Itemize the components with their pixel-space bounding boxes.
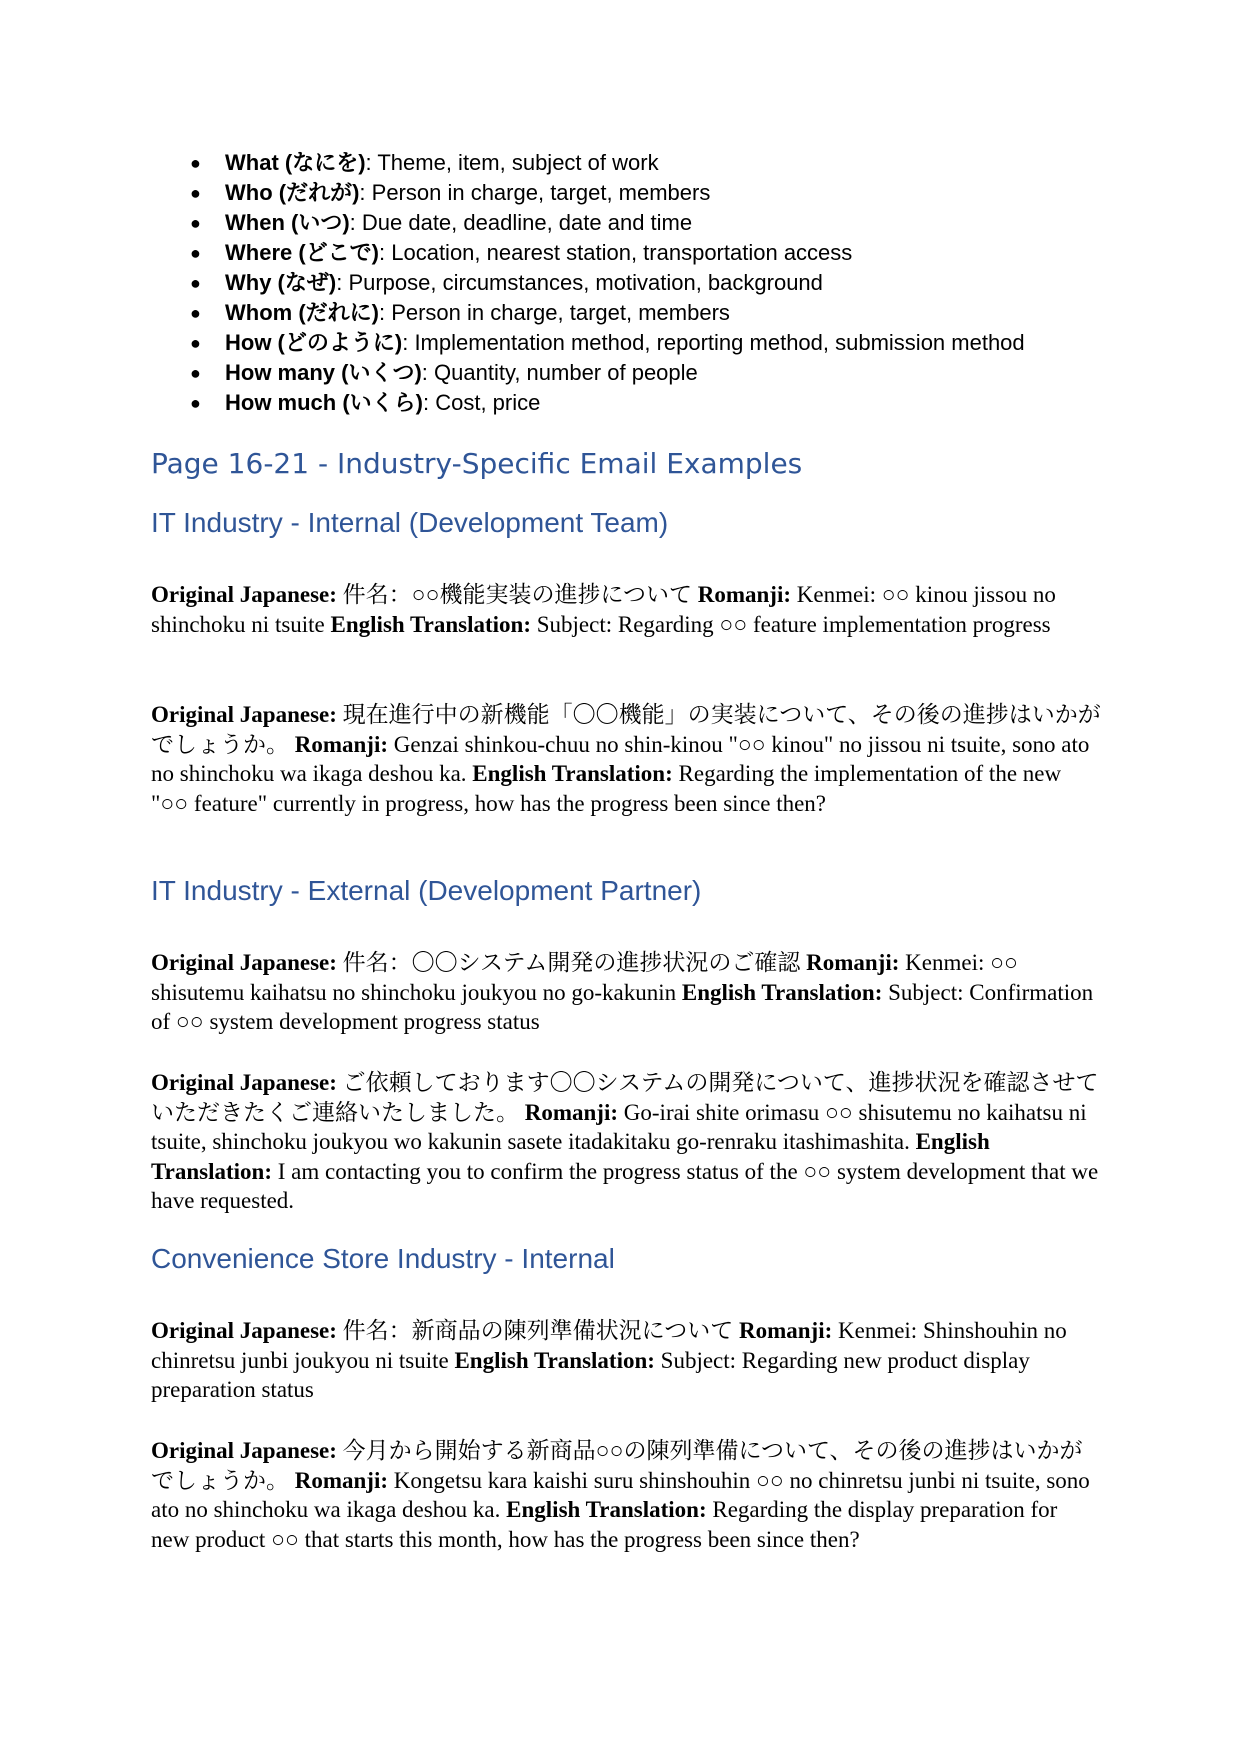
section-heading: IT Industry - External (Development Partner) xyxy=(151,875,702,906)
bullet-icon: ● xyxy=(190,153,201,173)
jp-label: Original Japanese: xyxy=(151,582,337,607)
bullet-icon: ● xyxy=(190,183,201,203)
example-paragraph xyxy=(151,580,1101,639)
example-paragraph xyxy=(151,700,1101,818)
list-term: Who (だれが) xyxy=(225,180,360,205)
en-label: English Translation: xyxy=(506,1497,707,1522)
list-desc: : Theme, item, subject of work xyxy=(365,150,659,175)
list-term: How (どのように) xyxy=(225,330,403,355)
list-term: What (なにを) xyxy=(225,150,366,175)
bullet-icon: ● xyxy=(190,363,201,383)
example-paragraph xyxy=(151,1068,1101,1216)
romanji-text: Genzai shinkou-chuu no shin-kinou "○○ kinou" no jissou ni tsuite, sono ato no shinchoku wa ikaga deshou ka. xyxy=(151,731,1090,786)
list-term: Whom (だれに) xyxy=(225,300,379,325)
en-text: Regarding the implementation of the new "○○ feature" currently in progress, how has the progress been since then? xyxy=(151,761,1062,816)
jp-text: 件名：○○機能実装の進捗について xyxy=(336,582,698,607)
list-term: Why (なぜ) xyxy=(225,270,337,295)
bullet-icon: ● xyxy=(190,303,201,323)
en-label: English Translation: xyxy=(454,1347,655,1373)
romanji-label: Romanji: xyxy=(697,582,792,607)
en-label: English Translation: xyxy=(330,611,531,637)
en-label: English Translation: xyxy=(472,761,673,786)
jp-text: 今月から開始する新商品○○の陳列準備について、その後の進捗はいかがでしょうか。 xyxy=(151,1438,1083,1493)
en-text: Subject: Confirmation of ○○ system development progress status xyxy=(151,979,1094,1034)
list-desc: : Cost, price xyxy=(423,390,541,415)
list-term: When (いつ) xyxy=(225,210,350,235)
jp-label: Original Japanese: xyxy=(151,950,337,975)
en-text: Regarding the display preparation for new product ○○ that starts this month, how has the progress been since then? xyxy=(151,1497,1058,1552)
list-desc: : Location, nearest station, transportation access xyxy=(379,240,853,265)
example-paragraph xyxy=(151,948,1101,1037)
romanji-text: Kenmei: ○○ shisutemu kaihatsu no shinchoku joukyou no go-kakunin xyxy=(151,950,1018,1005)
jp-label: Original Japanese: xyxy=(151,702,337,727)
section-heading: Convenience Store Industry - Internal xyxy=(151,1243,615,1274)
romanji-label: Romanji: xyxy=(294,1467,389,1493)
section-heading: IT Industry - Internal (Development Team) xyxy=(151,507,669,538)
jp-text: ご依頼しております〇〇システムの開発について、進捗状況を確認させていただきたくご連絡いたしました。 xyxy=(151,1070,1099,1125)
romanji-text: Kenmei: ○○ kinou jissou no shinchoku ni tsuite xyxy=(151,582,1056,637)
bullet-icon: ● xyxy=(190,273,201,293)
romanji-label: Romanji: xyxy=(524,1099,619,1125)
list-desc: : Due date, deadline, date and time xyxy=(349,210,693,235)
en-text: Subject: Regarding ○○ feature implementation progress xyxy=(531,611,1051,637)
romanji-label: Romanji: xyxy=(738,1318,833,1343)
example-paragraph xyxy=(151,1436,1101,1554)
jp-text: 件名：新商品の陳列準備状況について xyxy=(336,1318,739,1343)
list-term: How much (いくら) xyxy=(225,390,423,415)
bullet-icon: ● xyxy=(190,393,201,413)
bullet-icon: ● xyxy=(190,213,201,233)
romanji-text: Go-irai shite orimasu ○○ shisutemu no kaihatsu ni tsuite, shinchoku joukyou wo kakunin sasete itadakitaku go-renraku itashimashita. xyxy=(151,1099,1087,1154)
list-term: Where (どこで) xyxy=(225,240,380,265)
list-desc: : Purpose, circumstances, motivation, background xyxy=(336,270,823,295)
romanji-text: Kenmei: Shinshouhin no chinretsu junbi joukyou ni tsuite xyxy=(151,1318,1067,1373)
jp-text: 件名：〇〇システム開発の進捗状況のご確認 xyxy=(336,950,807,975)
en-text: I am contacting you to confirm the progress status of the ○○ system development that we have requested. xyxy=(151,1158,1099,1213)
list-term: How many (いくつ) xyxy=(225,360,422,385)
jp-label: Original Japanese: xyxy=(151,1070,337,1095)
en-text: Subject: Regarding new product display preparation status xyxy=(151,1347,1030,1402)
list-desc: : Implementation method, reporting method, submission method xyxy=(402,330,1025,355)
list-desc: : Person in charge, target, members xyxy=(378,300,730,325)
page-heading: Page 16-21 - Industry-Specific Email Examples xyxy=(151,447,803,480)
jp-label: Original Japanese: xyxy=(151,1438,337,1463)
en-label: English Translation: xyxy=(681,979,883,1005)
list-desc: : Quantity, number of people xyxy=(421,360,698,385)
list-desc: : Person in charge, target, members xyxy=(359,180,711,205)
romanji-label: Romanji: xyxy=(806,950,900,975)
jp-text: 現在進行中の新機能「〇〇機能」の実装について、その後の進捗はいかがでしょうか。 xyxy=(151,702,1101,757)
example-paragraph xyxy=(151,1316,1101,1405)
en-label: English Translation: xyxy=(151,1129,990,1184)
romanji-text: Kongetsu kara kaishi suru shinshouhin ○○ no chinretsu junbi ni tsuite, sono ato no shinchoku wa ikaga deshou ka. xyxy=(151,1467,1090,1522)
romanji-label: Romanji: xyxy=(294,731,389,757)
bullet-icon: ● xyxy=(190,243,201,263)
jp-label: Original Japanese: xyxy=(151,1318,337,1343)
bullet-icon: ● xyxy=(190,333,201,353)
